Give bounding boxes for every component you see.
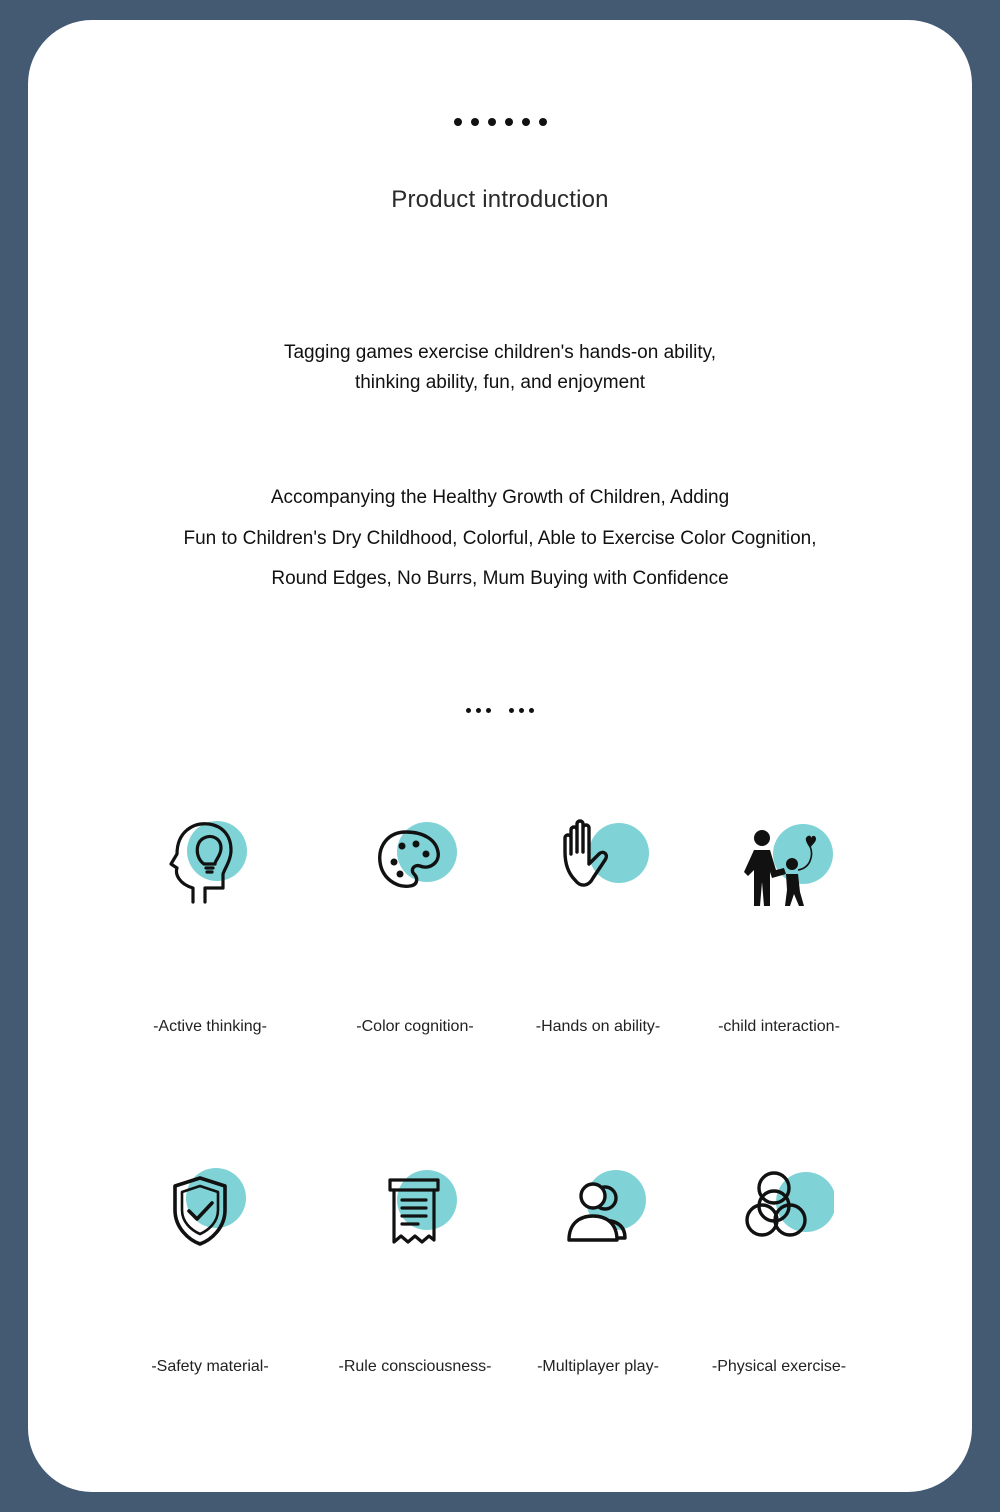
feature-label: -Multiplayer play-: [537, 1358, 659, 1375]
users-icon: [543, 1158, 653, 1258]
head-bulb-icon: [155, 808, 265, 908]
description-line: Round Edges, No Burrs, Mum Buying with Confidence: [271, 568, 729, 589]
feature-label: -Hands on ability-: [535, 1018, 661, 1035]
feature-label: -Physical exercise-: [711, 1358, 847, 1375]
tagline-line: Tagging games exercise children's hands-on ability,: [283, 342, 717, 363]
receipt-icon: [360, 1158, 470, 1258]
feature-label: -child interaction-: [718, 1018, 840, 1035]
tagline-line: thinking ability, fun, and enjoyment: [354, 372, 646, 393]
tagline: [0, 338, 1000, 398]
feature-label: -Safety material-: [151, 1358, 269, 1375]
feature-safety-material: [100, 1158, 320, 1418]
shield-check-icon: [155, 1158, 265, 1258]
description-line: Accompanying the Healthy Growth of Children, Adding: [270, 487, 730, 508]
feature-physical-exercise: [669, 1158, 889, 1418]
feature-label: -Color cognition-: [356, 1018, 474, 1035]
page-title: Product introduction: [391, 186, 609, 213]
feature-label: -Rule consciousness-: [338, 1358, 492, 1375]
hand-icon: [543, 808, 653, 908]
decorative-dots-middle: [0, 700, 1000, 720]
palette-icon: [360, 808, 470, 908]
decorative-dots-top: [0, 110, 1000, 134]
feature-active-thinking: [100, 808, 320, 1068]
description: [0, 478, 1000, 600]
description-line: Fun to Children's Dry Childhood, Colorful, Able to Exercise Color Cognition,: [183, 527, 817, 549]
feature-label: -Active thinking-: [153, 1018, 267, 1035]
circles-icon: [724, 1158, 834, 1258]
feature-child-interaction: [669, 808, 889, 1068]
parent-child-icon: [724, 808, 834, 908]
